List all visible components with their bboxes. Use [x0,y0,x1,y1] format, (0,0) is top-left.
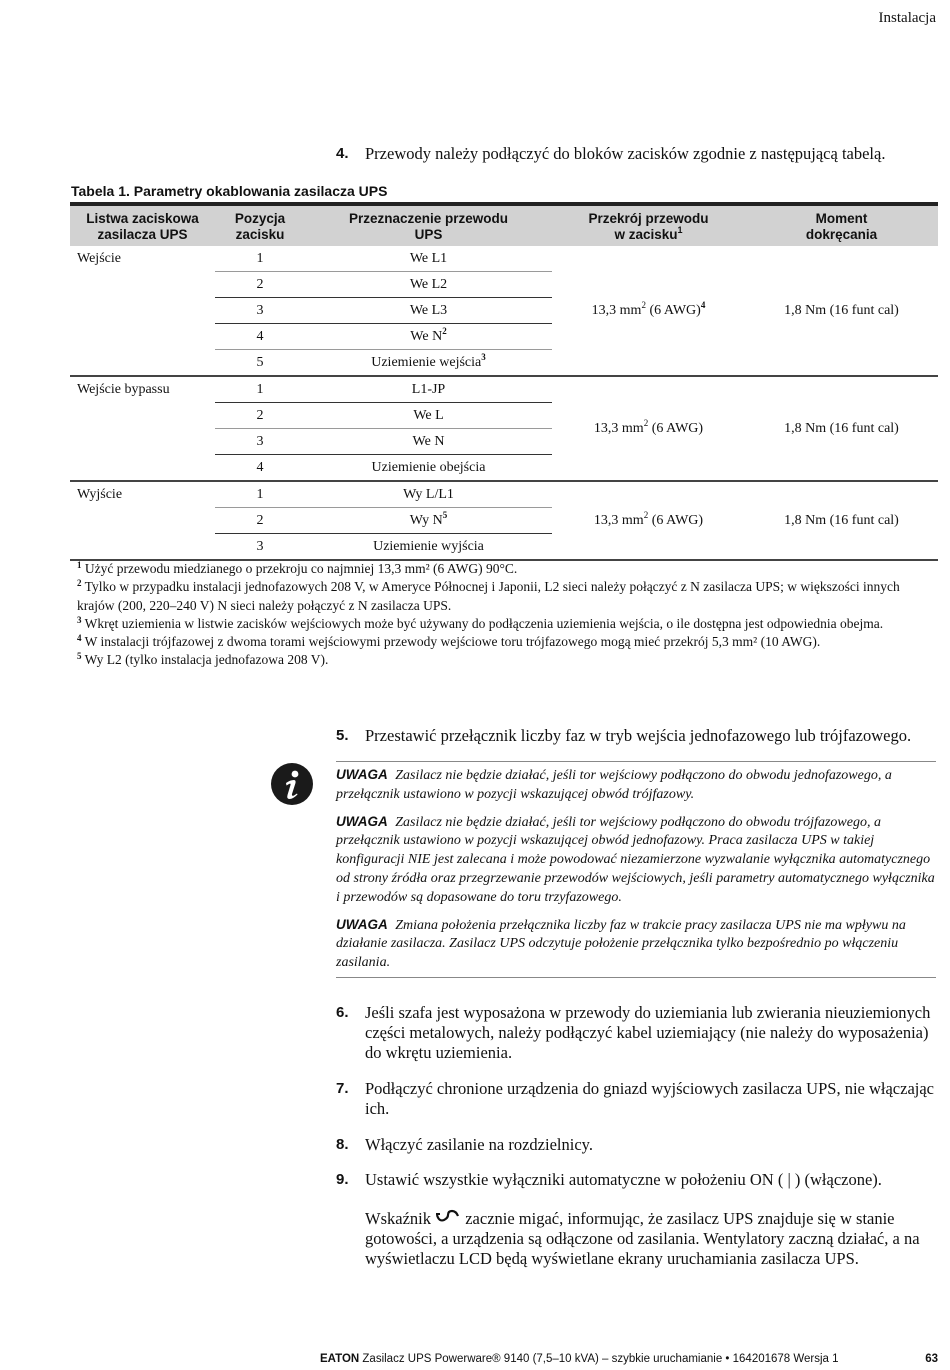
step-text: Przestawić przełącznik liczby faz w tryb wejścia jednofazowego lub trójfazowego. [365,726,912,745]
torque: 1,8 Nm (16 funt cal) [745,481,938,560]
info-icon [271,763,313,805]
group-label: Wyjście [70,481,215,560]
step-text: Jeśli szafa jest wyposażona w przewody do uziemiania lub zwierania nieuziemionych części metalowych, należy podłączyć kabel uziemiający (nie należy do wyposażenia) do wkrętu uziemienia. [365,1003,931,1062]
notes-block [336,766,936,981]
wire-function: We L [305,403,552,429]
note-bottom-divider [336,977,936,978]
note: UWAGA Zasilacz nie będzie działać, jeśli tor wejściowy podłączono do obwodu jednofazowego, a przełącznik ustawiono w pozycji wskazującej obwód trójfazowy. [336,767,892,802]
terminal-position: 3 [215,429,305,455]
step-5 [336,726,936,746]
step-number: 7. [336,1080,349,1097]
step-number: 8. [336,1136,349,1153]
footer-title: Zasilacz UPS Powerware® 9140 (7,5–10 kVA) – szybkie uruchamianie • 164201678 Wersja 1 [359,1353,839,1365]
step-text: Podłączyć chronione urządzenia do gniazd wyjściowych zasilacza UPS, nie włączając ich. [365,1079,935,1118]
table-footnotes [77,560,937,670]
terminal-position: 3 [215,298,305,324]
wire-function: We L2 [305,272,552,298]
step-8 [336,1135,936,1155]
wire-function: We L3 [305,298,552,324]
footnote: $^4$ W instalacji trójfazowej z dwoma torami wejściowymi przewody wejściowe toru trójfazowego mogą mieć przekrój 5,3 mm² (10 AWG). [77,633,821,650]
step-text: Przewody należy podłączyć do bloków zacisków zgodnie z następującą tabelą. [365,144,886,163]
page-number: 63 [925,1353,938,1365]
footnote: $^1$ Użyć przewodu miedzianego o przekroju co najmniej 13,3 mm² (6 AWG) 90°C. [77,560,518,576]
wire-size: 13,3 $mm^2$ (6 AWG) [552,376,745,481]
wire-function: Wy L/L1 [305,481,552,508]
group-label: Wejście bypassu [70,376,215,481]
wire-function: We $N^2$ [305,324,552,350]
wire-function: L1-JP [305,376,552,403]
wire-function: We L1 [305,246,552,272]
page-footer [320,1353,938,1365]
header-terminal-block: Listwa zaciskowa zasilacza UPS [86,211,199,242]
note: UWAGA Zasilacz nie będzie działać, jeśli tor wejściowy podłączono do obwodu trójfazowego, a przełącznik ustawiono w pozycji wskazującej obwód jednofazowy. Praca zasilacza UPS w takiej konfiguracji NIE jest zalecana i może powodować niezamierzone wyzwalanie wyłącznika automatycznego od strony źródła oraz przegrzewanie przewodów wejściowych, jeśli parametry automatycznego wyłącznika i przewodów są dopasowane do toru trzyfazowego. [336,813,935,905]
terminal-position: 1 [215,481,305,508]
wire-function: Wy $N^5$ [305,508,552,534]
table-row [70,246,938,272]
wire-function: Uziemienie wyjścia [305,534,552,561]
standby-indicator-icon [435,1209,461,1225]
step-detail: Wskaźnik zacznie migać, informując, że zasilacz UPS znajduje się w stanie gotowości, a urządzenia są odłączone od zasilania. Wentylatory zaczną działać, a na wyświetlaczu LCD będą wyświetlane ekrany uruchamiania zasilacza UPS. [365,1209,920,1268]
running-header: Instalacja [878,10,936,26]
footnote: $^3$ Wkręt uziemienia w listwie zacisków wejściowych może być używany do podłączenia uziemienia wejścia, o ile dostępna jest odpowiednia obejma. [77,614,884,631]
note-top-divider [336,761,936,762]
step-text: Ustawić wszystkie wyłączniki automatyczne w położeniu ON ( | ) (włączone). [365,1170,882,1189]
wire-function: Uziemienie wejścia$^3$ [305,350,552,377]
wire-size: 13,3 $mm^2$ (6 AWG) [552,481,745,560]
terminal-position: 5 [215,350,305,377]
step-number: 5. [336,727,349,744]
note: UWAGA Zmiana położenia przełącznika liczby faz w trakcie pracy zasilacza UPS nie ma wpływu na działanie zasilacza. Zasilacz UPS odczytuje położenie przełącznika tylko bezpośrednio po włączeniu zasilania. [336,916,906,971]
wire-size: 13,3 $mm^2$ (6 AWG)$^4$ [552,246,745,376]
table-header-row [70,204,938,246]
step-6 [336,1003,936,1063]
wire-function: We N [305,429,552,455]
header-wire-function: Przeznaczenie przewodu UPS [348,211,509,242]
step-7 [336,1079,936,1119]
table-row [70,481,938,508]
step-9 [336,1170,936,1269]
step-number: 6. [336,1004,349,1021]
terminal-position: 2 [215,508,305,534]
terminal-position: 3 [215,534,305,561]
terminal-position: 1 [215,376,305,403]
terminal-position: 1 [215,246,305,272]
terminal-position: 4 [215,455,305,482]
header-wire-size: Przekrój przewodu w zacisku$^1$ [588,211,709,242]
wire-function: Uziemienie obejścia [305,455,552,482]
header-terminal-position: Pozycja zacisku [234,211,286,242]
footer-brand: EATON [320,1353,360,1365]
step-text: Włączyć zasilanie na rozdzielnicy. [365,1135,593,1154]
step-number: 4. [336,145,349,162]
terminal-position: 2 [215,272,305,298]
footnote: $^2$ Tylko w przypadku instalacji jednofazowych 208 V, w Ameryce Północnej i Japonii, L2 sieci należy połączyć z N zasilacza UPS; w większości innych krajów (200, 220–240 V) N sieci należy połączyć z N zasilacza UPS. [77,578,900,613]
step-number: 9. [336,1171,349,1188]
table-title: Tabela 1. Parametry okablowania zasilacza UPS [71,183,388,199]
header-torque: Moment dokręcania [805,211,878,242]
terminal-position: 2 [215,403,305,429]
footnote: $^5$ Wy L2 (tylko instalacja jednofazowa 208 V). [77,651,329,668]
wiring-table [70,202,938,561]
group-label: Wejście [70,246,215,376]
torque: 1,8 Nm (16 funt cal) [745,246,938,376]
table-row [70,376,938,403]
torque: 1,8 Nm (16 funt cal) [745,376,938,481]
terminal-position: 4 [215,324,305,350]
step-4 [336,144,936,164]
